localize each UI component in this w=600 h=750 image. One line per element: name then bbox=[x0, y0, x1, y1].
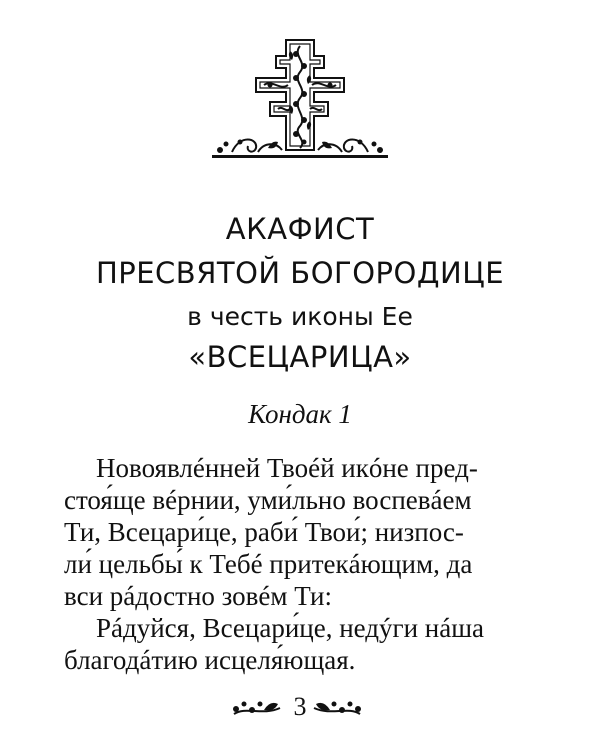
text-line: ли́ цельбы́ к Тебé притекáющим, да bbox=[64, 549, 473, 579]
title-line-3: в честь иконы Ее bbox=[187, 302, 413, 331]
orthodox-cross-ornament-icon bbox=[212, 38, 388, 168]
page-footer bbox=[0, 690, 600, 724]
text-line: Рáдуйся, Всецари́це, недýги нáша bbox=[96, 613, 485, 643]
floral-ornament-icon bbox=[232, 696, 282, 723]
page-number: 3 bbox=[293, 692, 307, 721]
text-line: стоя́ще вéрнии, уми́льно воспевáем bbox=[64, 485, 472, 515]
text-line: вси рáдостно зовéм Ти: bbox=[64, 581, 332, 611]
text-line: благодáтию исцеля́ющая. bbox=[64, 645, 356, 675]
floral-ornament-icon bbox=[312, 696, 362, 723]
text-line: Новоявлéнней Твоéй икóне пред- bbox=[96, 453, 478, 483]
text-line: Ти, Всецари́це, раби́ Твои́; низпос- bbox=[64, 517, 464, 547]
title-line-4: «ВСЕЦАРИЦА» bbox=[188, 340, 412, 374]
title-line-1: АКАФИСТ bbox=[225, 212, 375, 246]
section-heading: Кондак 1 bbox=[248, 399, 352, 429]
title-line-2: ПРЕСВЯТОЙ БОГОРОДИЦЕ bbox=[95, 256, 505, 290]
